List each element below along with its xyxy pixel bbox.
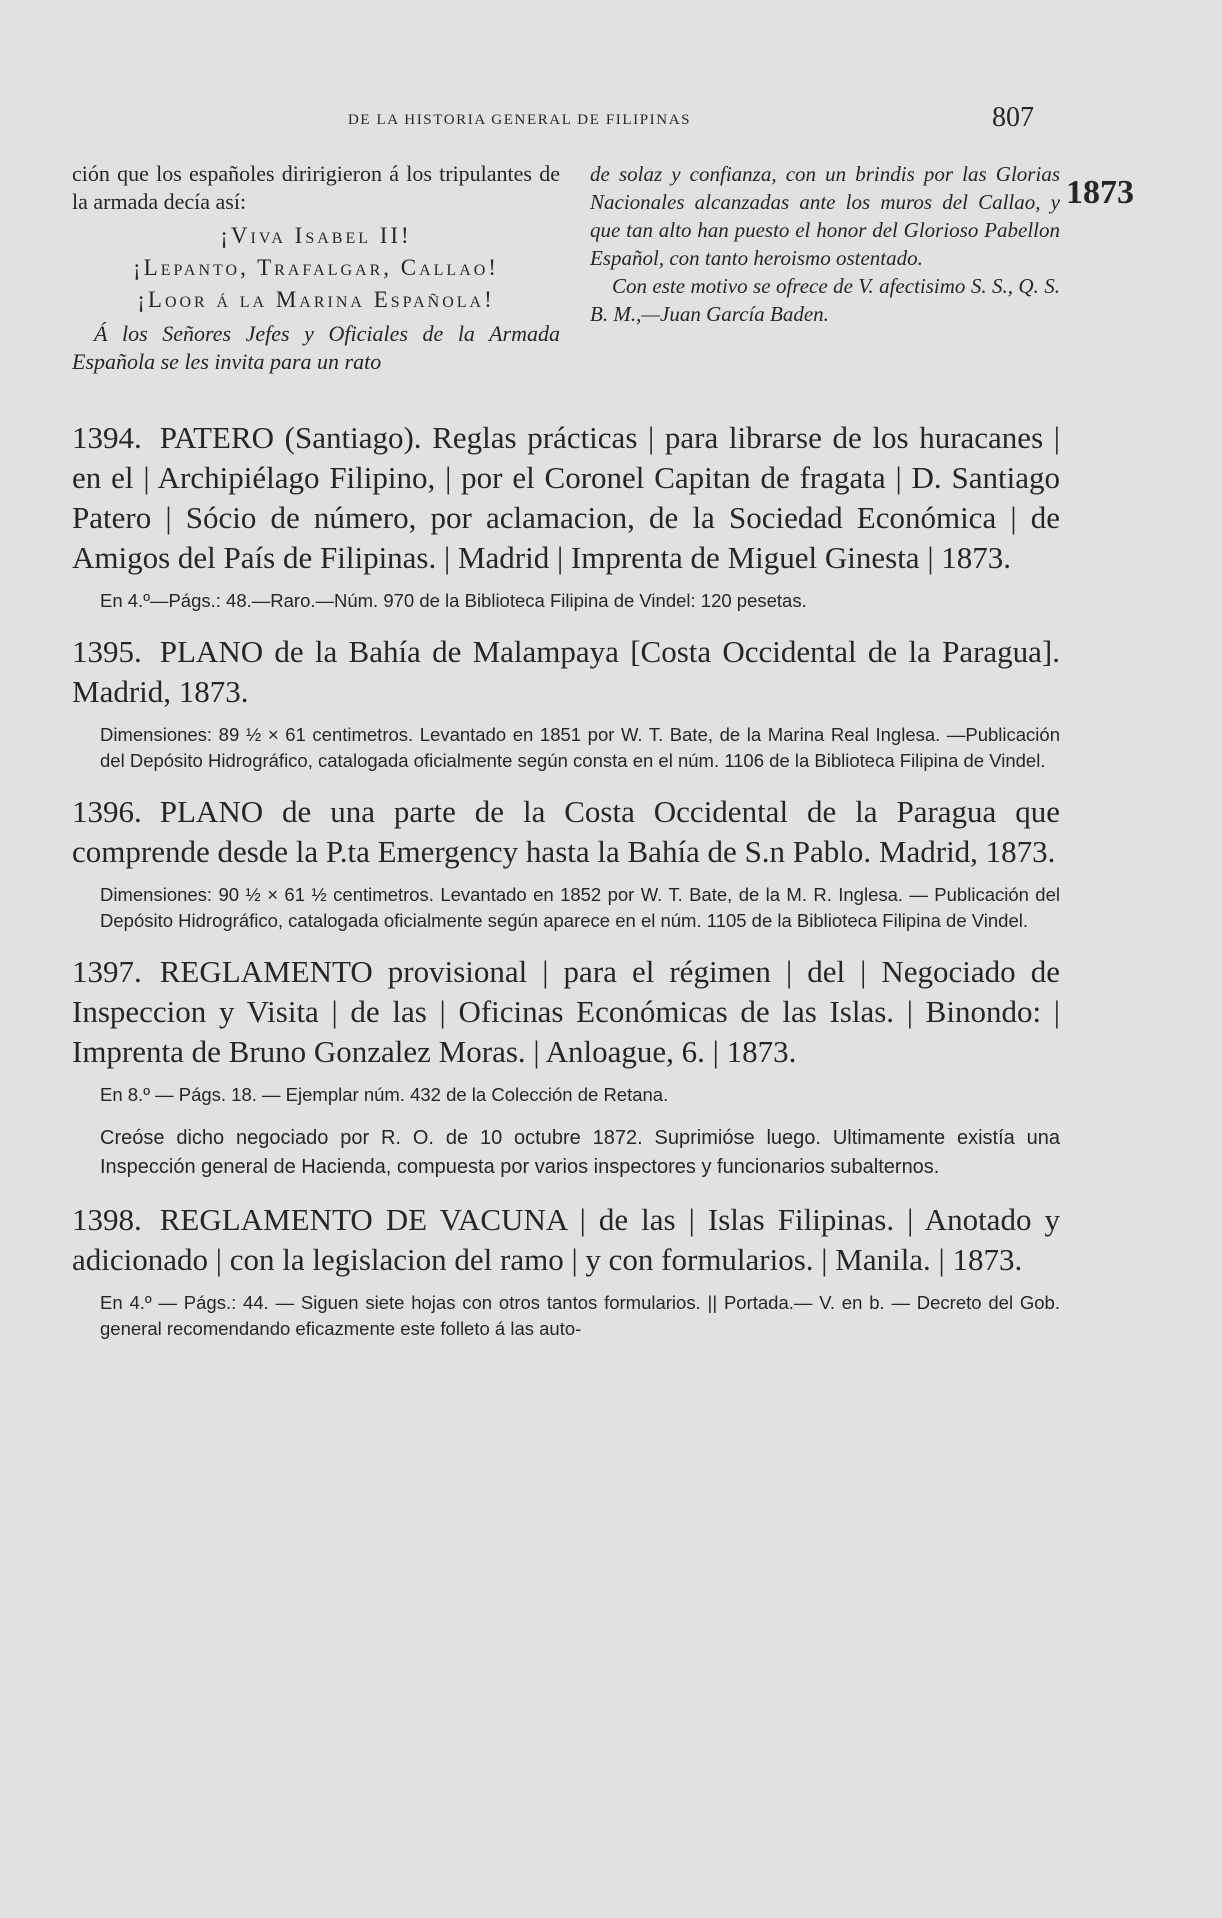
invitation-paragraph: Á los Señores Jefes y Oficiales de la Armada Española se les invita para un rato: [72, 321, 560, 374]
entry-title: PATERO (Santiago). Reglas prácticas | para librarse de los huracanes | en el | Archipiélago Filipino, | por el Coronel Capitan de fragata | D. Santiago Patero | Sócio de número, por aclamacion, de la Sociedad Económica | de Amigos del País de Filipinas. | Madrid | Imprenta de Miguel Ginesta | 1873.: [72, 420, 1060, 575]
entry-title: PLANO de la Bahía de Malampaya [Costa Occidental de la Paragua]. Madrid, 1873.: [72, 634, 1060, 709]
entry-number: 1396.: [72, 794, 142, 829]
running-title: DE LA HISTORIA GENERAL DE FILIPINAS: [348, 112, 692, 128]
entry-note: En 4.º — Págs.: 44. — Siguen siete hojas con otros tantos formularios. || Portada.— V. en b. — Decreto del Gob. general recomendando eficazmente este folleto á las auto-: [100, 1292, 1060, 1339]
entry-heading: [72, 418, 1060, 578]
entry-heading: [72, 1200, 1060, 1280]
entry-title: REGLAMENTO DE VACUNA | de las | Islas Filipinas. | Anotado y adicionado | con la legislacion del ramo | y con formularios. | Manila. | 1873.: [72, 1202, 1060, 1277]
entry-title: REGLAMENTO provisional | para el régimen | del | Negociado de Inspeccion y Visita | de las | Oficinas Económicas de las Islas. | Binondo: | Imprenta de Bruno Gonzalez Moras. | Anloague, 6. | 1873.: [72, 954, 1060, 1069]
entry-title: PLANO de una parte de la Costa Occidental de la Paragua que comprende desde la P.ta Emergency hasta la Bahía de S.n Pablo. Madrid, 1873.: [72, 794, 1060, 869]
catalog-entry: [72, 952, 1060, 1182]
entry-number: 1397.: [72, 954, 142, 989]
entry-note: En 4.º—Págs.: 48.—Raro.—Núm. 970 de la Biblioteca Filipina de Vindel: 120 pesetas.: [100, 590, 807, 611]
catalog-entry: [72, 1200, 1060, 1342]
entry-note: En 8.º — Págs. 18. — Ejemplar núm. 432 de la Colección de Retana.: [100, 1084, 669, 1105]
continuation-paragraph: de solaz y confianza, con un brindis por las Glorias Nacionales alcanzadas ante los muros del Callao, y que tan alto han puesto el honor del Glorioso Pabellon Español, con tanto heroismo ostentado.: [590, 162, 1060, 270]
continued-text-left-column: [72, 160, 560, 376]
catalog-entry: [72, 792, 1060, 934]
continued-text-right-column: [590, 160, 1060, 328]
entry-heading: [72, 952, 1060, 1072]
cheer-line: ¡Loor á la Marina Española!: [137, 287, 495, 312]
entry-number: 1395.: [72, 634, 142, 669]
entry-heading: [72, 792, 1060, 872]
cheer-line: ¡Viva Isabel II!: [220, 223, 412, 248]
closing-paragraph: Con este motivo se ofrece de V. afectisimo S. S., Q. S. B. M.,—Juan García Baden.: [590, 274, 1060, 326]
entry-note: Dimensiones: 90 ½ × 61 ½ centimetros. Levantado en 1852 por W. T. Bate, de la M. R. Inglesa. — Publicación del Depósito Hidrográfico, catalogada oficialmente según aparece en el núm. 1105 de la Biblioteca Filipina de Vindel.: [100, 884, 1060, 931]
catalog-entry: [72, 632, 1060, 774]
entry-note: Creóse dicho negociado por R. O. de 10 octubre 1872. Suprimióse luego. Ultimamente existía una Inspección general de Hacienda, compuesta por varios inspectores y funcionarios subalternos.: [100, 1127, 1060, 1178]
entry-note: Dimensiones: 89 ½ × 61 centimetros. Levantado en 1851 por W. T. Bate, de la Marina Real Inglesa. —Publicación del Depósito Hidrográfico, catalogada oficialmente según consta en el núm. 1106 de la Biblioteca Filipina de Vindel.: [100, 724, 1060, 771]
intro-paragraph: ción que los españoles diririgieron á los tripulantes de la armada decía así:: [72, 161, 560, 214]
catalog-entry: [72, 418, 1060, 614]
margin-year: 1873: [1066, 174, 1134, 211]
page-number: 807: [992, 102, 1034, 133]
entry-number: 1398.: [72, 1202, 142, 1237]
entry-number: 1394.: [72, 420, 142, 455]
entry-heading: [72, 632, 1060, 712]
catalog-entries: [72, 418, 1060, 1360]
cheer-line: ¡Lepanto, Trafalgar, Callao!: [133, 255, 499, 280]
